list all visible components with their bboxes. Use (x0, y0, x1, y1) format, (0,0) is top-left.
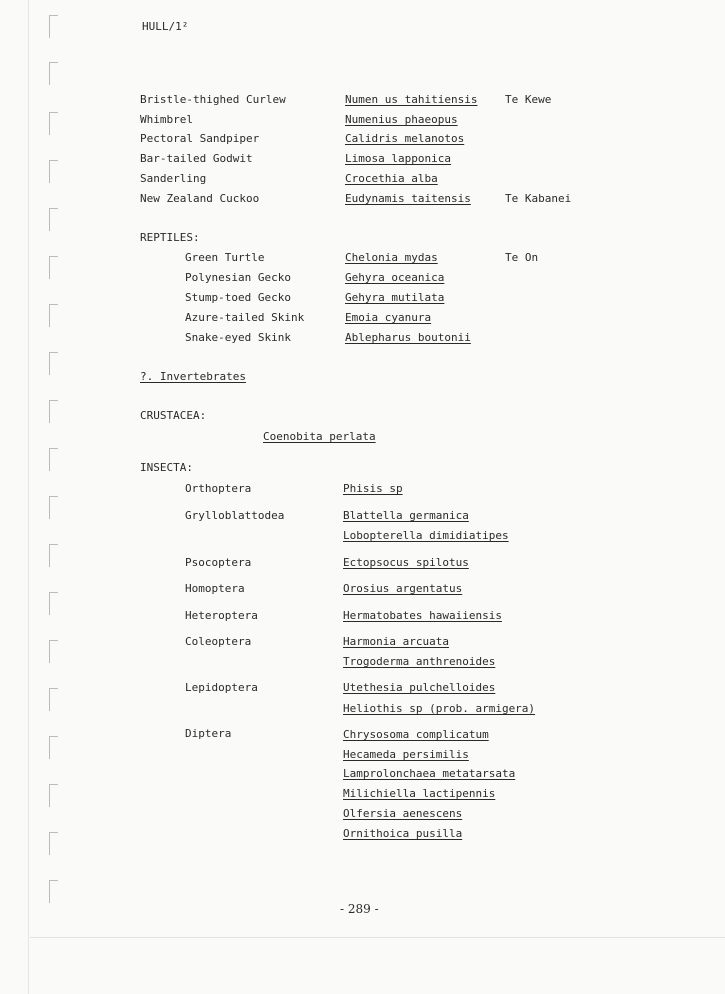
insect-species: Heliothis sp (prob. armigera) (343, 702, 536, 715)
reptile-common-name: Polynesian Gecko (185, 271, 291, 284)
reptile-latin-name: Gehyra oceanica (345, 271, 445, 284)
binder-hole-mark (49, 352, 58, 375)
binder-hole-mark (49, 640, 58, 663)
binder-hole-mark (49, 160, 58, 183)
binder-hole-mark (49, 256, 58, 279)
bird-latin-name: Crocethia alba (345, 172, 438, 185)
page-reference: HULL/1² (142, 20, 189, 33)
binder-hole-mark (49, 400, 58, 423)
insect-species: Hermatobates hawaiiensis (343, 609, 502, 622)
insecta-heading: INSECTA: (140, 461, 193, 474)
insect-species: Harmonia arcuata (343, 635, 449, 648)
binder-hole-mark (49, 688, 58, 711)
reptile-local-name: Te On (505, 251, 539, 264)
reptile-latin-name: Emoia cyanura (345, 311, 432, 324)
reptile-latin-name: Gehyra mutilata (345, 291, 445, 304)
insect-species: Olfersia aenescens (343, 807, 463, 820)
insect-species: Lobopterella dimidiatipes (343, 529, 509, 542)
binder-hole-mark (49, 880, 58, 903)
insect-species: Blattella germanica (343, 509, 469, 522)
binder-hole-mark (49, 208, 58, 231)
reptile-common-name: Stump-toed Gecko (185, 291, 291, 304)
insect-species: Ornithoica pusilla (343, 827, 463, 840)
bird-common-name: Pectoral Sandpiper (140, 132, 260, 145)
binder-hole-mark (49, 15, 58, 38)
reptiles-heading: REPTILES: (140, 231, 200, 244)
insect-species: Chrysosoma complicatum (343, 728, 489, 741)
insect-order: Orthoptera (185, 482, 252, 495)
insect-order: Coleoptera (185, 635, 252, 648)
bird-common-name: New Zealand Cuckoo (140, 192, 260, 205)
bird-common-name: Whimbrel (140, 113, 193, 126)
insect-species: Milichiella lactipennis (343, 787, 496, 800)
bird-local-name: Te Kabanei (505, 192, 572, 205)
insect-species: Orosius argentatus (343, 582, 463, 595)
invertebrates-heading: ?. Invertebrates (140, 370, 246, 383)
insect-species: Hecameda persimilis (343, 748, 469, 761)
reptile-latin-name: Chelonia mydas (345, 251, 438, 264)
binder-hole-mark (49, 304, 58, 327)
bird-latin-name: Numen us tahitiensis (345, 93, 478, 106)
insect-species: Utethesia pulchelloides (343, 681, 496, 694)
insect-order: Diptera (185, 727, 232, 740)
insect-species: Lamprolonchaea metatarsata (343, 767, 516, 780)
insect-order: Heteroptera (185, 609, 258, 622)
binder-hole-mark (49, 112, 58, 135)
bird-latin-name: Limosa lapponica (345, 152, 451, 165)
bird-latin-name: Numenius phaeopus (345, 113, 458, 126)
bird-common-name: Bristle-thighed Curlew (140, 93, 286, 106)
insect-order: Lepidoptera (185, 681, 258, 694)
binder-hole-mark (49, 736, 58, 759)
crustacea-species: Coenobita perlata (263, 430, 376, 443)
binder-hole-mark (49, 592, 58, 615)
binder-hole-mark (49, 448, 58, 471)
reptile-common-name: Green Turtle (185, 251, 265, 264)
binder-hole-mark (49, 784, 58, 807)
bird-common-name: Sanderling (140, 172, 207, 185)
page-bottom-edge (30, 937, 725, 938)
insect-order: Homoptera (185, 582, 245, 595)
insect-order: Grylloblattodea (185, 509, 285, 522)
insect-species: Ectopsocus spilotus (343, 556, 469, 569)
binder-hole-mark (49, 62, 58, 85)
reptile-common-name: Snake-eyed Skink (185, 331, 291, 344)
reptile-latin-name: Ablepharus boutonii (345, 331, 471, 344)
reptile-common-name: Azure-tailed Skink (185, 311, 305, 324)
insect-species: Trogoderma anthrenoides (343, 655, 496, 668)
crustacea-heading: CRUSTACEA: (140, 409, 207, 422)
page-number: - 289 - (340, 902, 379, 916)
bird-local-name: Te Kewe (505, 93, 552, 106)
binder-hole-mark (49, 496, 58, 519)
bird-latin-name: Eudynamis taitensis (345, 192, 471, 205)
binder-hole-mark (49, 832, 58, 855)
insect-order: Psocoptera (185, 556, 252, 569)
bird-latin-name: Calidris melanotos (345, 132, 465, 145)
bird-common-name: Bar-tailed Godwit (140, 152, 253, 165)
binder-hole-mark (49, 544, 58, 567)
insect-species: Phisis sp (343, 482, 403, 495)
binding-edge (28, 0, 29, 994)
